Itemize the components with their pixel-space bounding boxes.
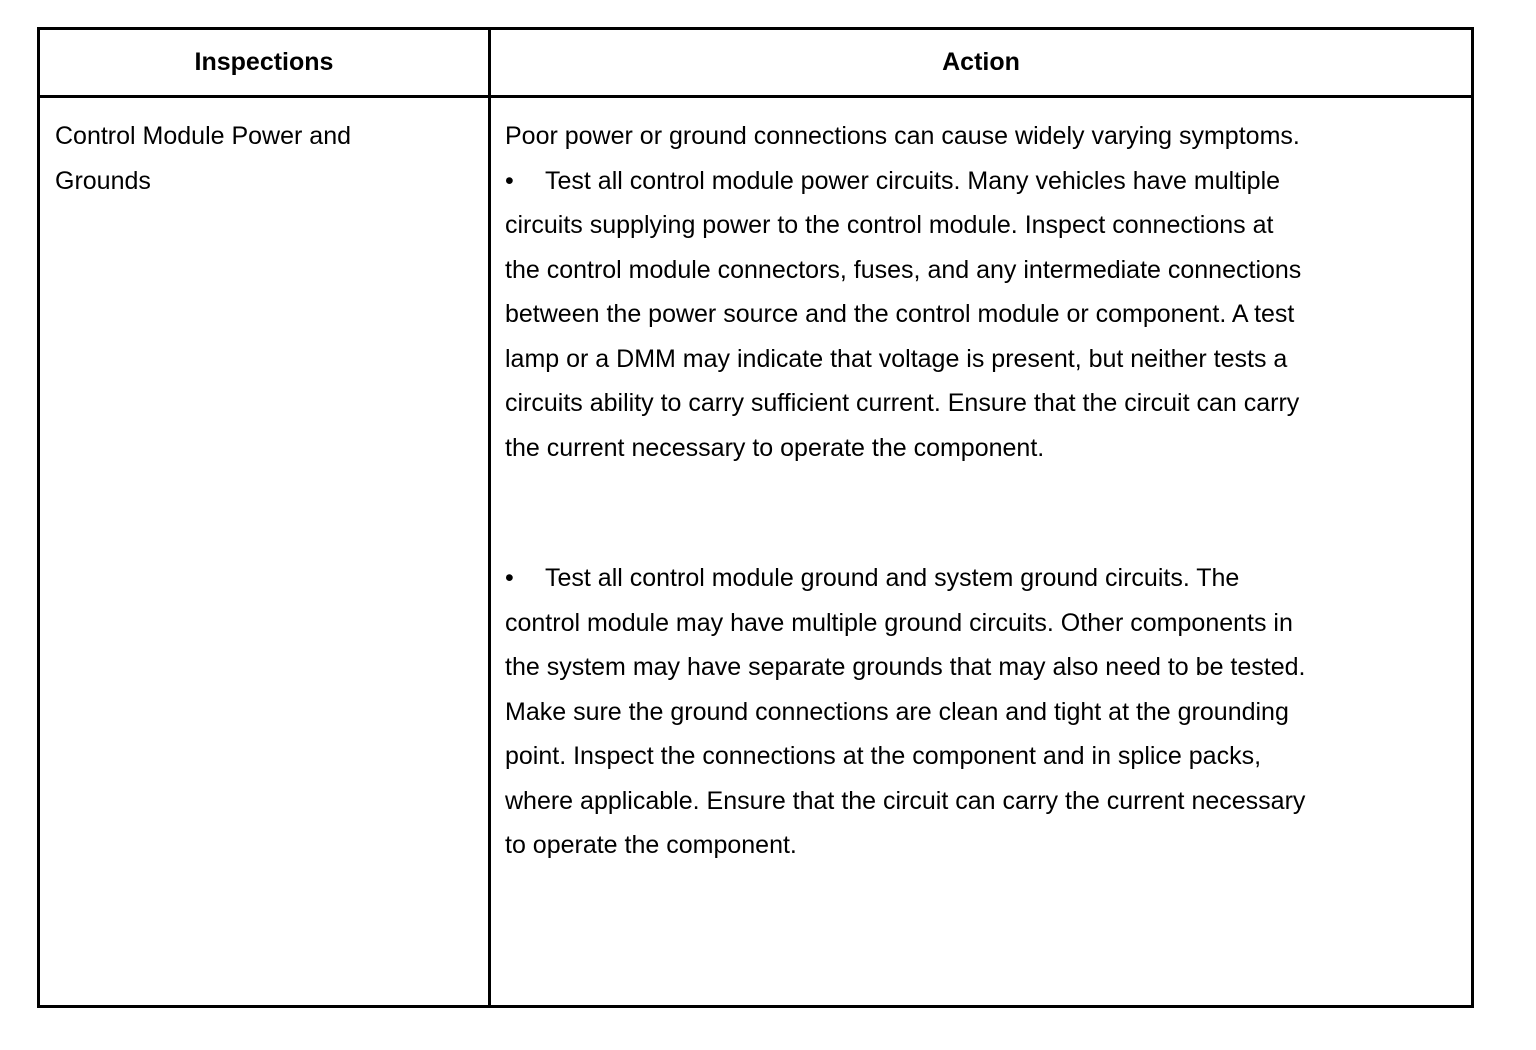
inspection-line: Grounds xyxy=(55,166,151,195)
action-line: Make sure the ground connections are clean and tight at the grounding xyxy=(505,697,1289,726)
action-line: Test all control module power circuits. Many vehicles have multiple xyxy=(545,166,1281,195)
action-line: the control module connectors, fuses, and any intermediate connections xyxy=(505,255,1302,284)
inspection-cell xyxy=(55,114,475,203)
action-line: control module may have multiple ground circuits. Other components in xyxy=(505,608,1293,637)
action-line: point. Inspect the connections at the component and in splice packs, xyxy=(505,742,1262,770)
action-line: the current necessary to operate the component. xyxy=(505,433,1045,462)
action-line: circuits supplying power to the control module. Inspect connections at xyxy=(505,211,1274,239)
header-divider xyxy=(40,95,1471,98)
bullet-item-ground xyxy=(505,556,1405,601)
bullet-icon: • xyxy=(505,166,514,195)
header-action: Action xyxy=(942,48,1020,76)
header-inspections: Inspections xyxy=(194,48,334,76)
action-line: lamp or a DMM may indicate that voltage is present, but neither tests a xyxy=(505,344,1288,373)
action-line: between the power source and the control module or component. A test xyxy=(505,300,1295,328)
inspection-line: Control Module Power and xyxy=(55,122,351,150)
action-line: the system may have separate grounds that may also need to be tested. xyxy=(505,653,1306,681)
column-divider xyxy=(488,30,491,1005)
bullet-item-power xyxy=(505,159,1405,204)
action-line: where applicable. Ensure that the circuit can carry the current necessary xyxy=(505,786,1306,815)
action-line: to operate the component. xyxy=(505,831,797,859)
action-line: circuits ability to carry sufficient current. Ensure that the circuit can carry xyxy=(505,389,1300,417)
action-paragraph-ground xyxy=(505,556,1405,868)
action-intro: Poor power or ground connections can cause widely varying symptoms. xyxy=(505,122,1300,150)
inspection-table xyxy=(37,27,1474,1008)
action-paragraph-power xyxy=(505,114,1405,470)
action-line: Test all control module ground and system ground circuits. The xyxy=(545,564,1240,592)
bullet-icon: • xyxy=(505,564,514,592)
